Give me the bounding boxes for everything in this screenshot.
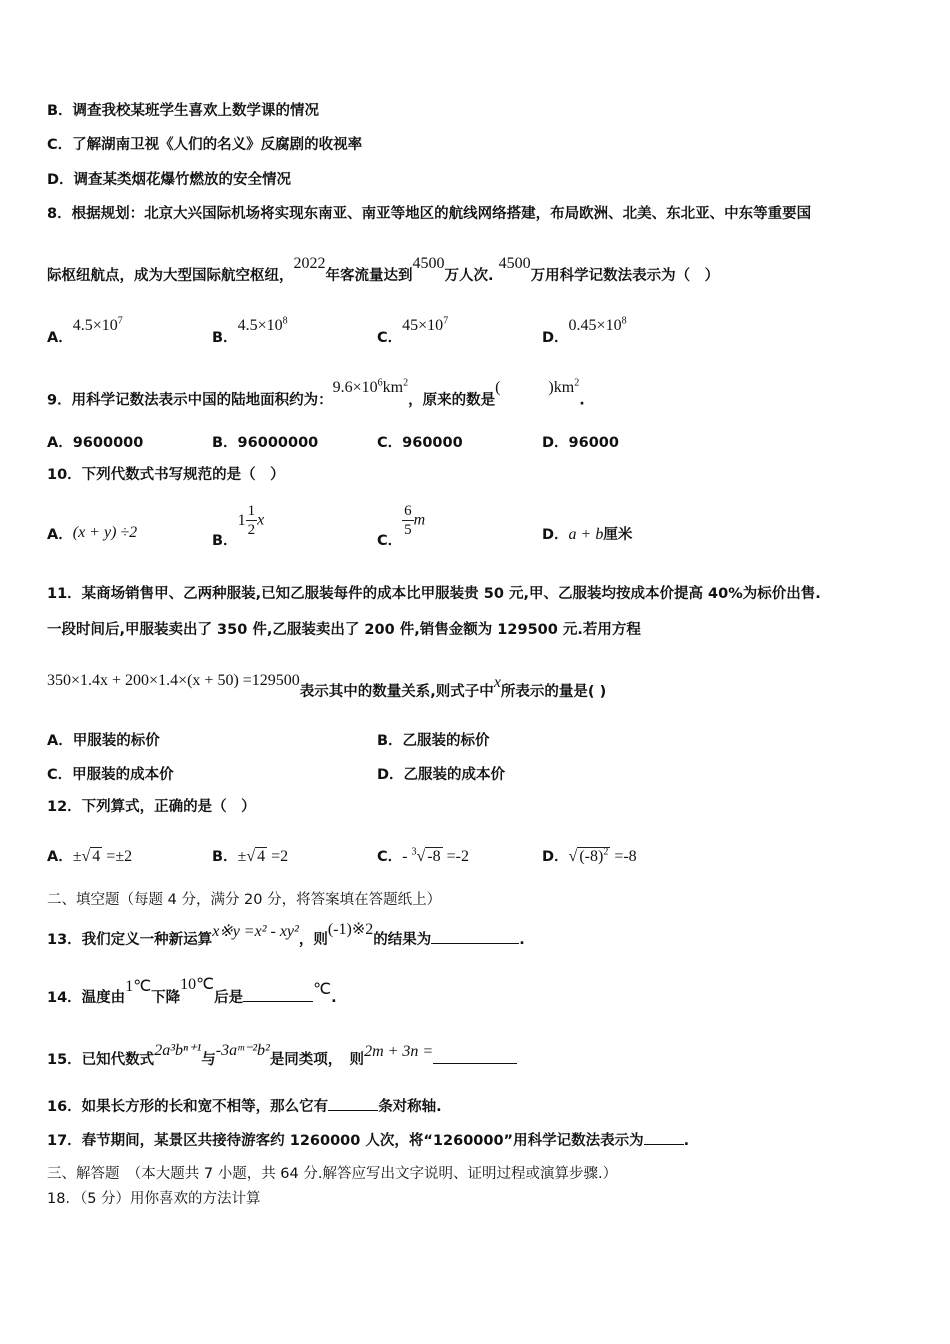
- q10-b-label: B．: [212, 532, 238, 549]
- q9-paren: [495, 379, 579, 396]
- q9-option-b: B．96000000: [212, 435, 319, 451]
- q10-c-num: 6: [404, 503, 412, 519]
- q8-b-exp: 8: [282, 315, 288, 327]
- q14-unit: ℃: [313, 981, 332, 998]
- q10-c-fraction: [402, 502, 414, 539]
- q12-c-index: 3: [411, 846, 417, 858]
- q12-d-post: =-8: [610, 848, 637, 865]
- q8-number-b: 4500: [498, 255, 531, 272]
- q9-paren-text: ( )km: [495, 379, 575, 397]
- q12-c-expr: - $^3$√ -8 =-2: [402, 846, 469, 865]
- q13-expr2: (-1)※2: [327, 921, 374, 938]
- q10-b-var: x: [257, 511, 265, 529]
- q14-temp1: 1℃: [125, 978, 152, 995]
- q9-option-a: A．9600000: [47, 435, 144, 451]
- q14-temp2: 10℃: [180, 976, 215, 993]
- q17-stem: [47, 1130, 689, 1151]
- q15-answer-blank[interactable]: [433, 1049, 517, 1064]
- q9-option-d: D．96000: [542, 435, 619, 451]
- q12-b-radicand: 4: [257, 848, 266, 865]
- q14-end: 后是: [214, 990, 244, 1006]
- q11-option-a: A．甲服装的标价: [47, 733, 160, 749]
- q16-text-b: 条对称轴.: [378, 1099, 442, 1115]
- q8-b-base: 4.5×10: [237, 317, 283, 334]
- q14-dot: .: [331, 990, 337, 1006]
- q8-a-label: A．: [47, 330, 73, 346]
- q12-d-root: [577, 847, 610, 865]
- q14-stem: [47, 976, 337, 1008]
- q8-a-expr: [73, 317, 123, 334]
- q12-d-exp: 2: [603, 846, 609, 858]
- q9-option-c: C．960000: [377, 435, 463, 451]
- q11-stem-line2: 一段时间后,甲服装卖出了 350 件,乙服装卖出了 200 件,销售金额为 129500 元.若用方程: [47, 622, 641, 638]
- q8-year: 2022: [293, 255, 326, 272]
- q12-c-post: =-2: [442, 848, 469, 865]
- q8-b-label: B．: [212, 330, 238, 346]
- q12-a-expr: ±√ 4 =±2: [72, 848, 133, 865]
- q8-c-base: 45×10: [402, 317, 444, 334]
- q12-c-label: C．: [377, 849, 403, 865]
- q9-stem: [47, 378, 585, 410]
- q16-answer-blank[interactable]: [328, 1096, 378, 1111]
- q12-d-radicand: (-8): [579, 848, 604, 865]
- q8-d-label: D．: [542, 330, 569, 346]
- q13-text: 13．我们定义一种新运算: [47, 932, 213, 948]
- q15-expr1: 2a³bⁿ⁺¹: [154, 1042, 202, 1059]
- q8-number-a: 4500: [412, 255, 445, 272]
- q10-b-num: 1: [247, 503, 256, 519]
- q10-a-label: A．: [47, 527, 73, 543]
- q8-text-c: 万人次.: [444, 268, 494, 284]
- q12-d-expr: √ $(-8)^2 =-8$: [568, 846, 637, 865]
- q11-var: x: [493, 674, 501, 691]
- q13-dot: .: [519, 932, 525, 948]
- q11-stem-line1: 11．某商场销售甲、乙两种服装,已知乙服装每件的成本比甲服装贵 50 元,甲、乙服装均按成本价提高 40%为标价出售.: [47, 586, 821, 602]
- q11-stem-line3: [47, 672, 607, 702]
- q8-a-base: 4.5×10: [72, 317, 118, 334]
- q13-stem: [47, 921, 525, 950]
- q17-text-b: .: [683, 1133, 690, 1149]
- q10-a-expr: (x + y) ÷2: [72, 524, 138, 541]
- q12-a-label: A．: [47, 849, 73, 865]
- q8-c-label: C．: [377, 330, 403, 346]
- q15-expr3: 2m + 3n =: [364, 1043, 434, 1060]
- q12-c-pre: -: [402, 848, 412, 865]
- q18-stem: 18．（5 分）用你喜欢的方法计算: [47, 1191, 261, 1207]
- q12-a-radicand: 4: [92, 848, 101, 865]
- q14-mid: 下降: [151, 990, 181, 1006]
- q11-option-d: D．乙服装的成本价: [377, 767, 506, 783]
- q8-d-exp: 8: [621, 315, 627, 327]
- q12-a-post: =±2: [102, 848, 133, 865]
- q16-stem: [47, 1096, 442, 1117]
- q13-answer-blank[interactable]: [431, 929, 519, 944]
- q13-expr: x※y =x² - xy²: [212, 923, 299, 940]
- q12-option-d: [542, 845, 637, 866]
- q12-b-expr: ±√ 4 =2: [237, 848, 289, 865]
- q8-text-d: 万用科学记数法表示为（ ）: [530, 268, 720, 284]
- q10-b-den: 2: [247, 522, 256, 538]
- q10-c-label: C．: [377, 532, 403, 549]
- q10-option-c: [377, 502, 426, 549]
- q8-stem-line2: [47, 255, 720, 286]
- q10-c-var: m: [413, 511, 426, 529]
- q8-text-b: 年客流量达到: [325, 268, 413, 284]
- q15-stem: [47, 1042, 517, 1070]
- q9-end: .: [579, 392, 585, 409]
- q12-option-a: [47, 845, 132, 866]
- q10-d-expr: a + b: [568, 526, 604, 543]
- q9-exp: 6: [377, 378, 383, 389]
- q11-text-b: 所表示的量是( ): [500, 684, 607, 700]
- q9-paren-exp: 2: [574, 378, 580, 389]
- q7-option-b: B．调查我校某班学生喜欢上数学课的情况: [47, 103, 320, 119]
- q15-mid1: 与: [201, 1052, 216, 1068]
- q13-end: 的结果为: [373, 932, 432, 948]
- q8-d-expr: [569, 317, 627, 334]
- q11-equation: 350×1.4x + 200×1.4×(x + 50) =129500: [47, 672, 300, 689]
- q9-unit: km: [382, 379, 404, 397]
- q12-option-c: [377, 845, 469, 866]
- q8-d-base: 0.45×10: [568, 317, 622, 334]
- q14-answer-blank[interactable]: [243, 987, 313, 1002]
- q8-text-a: 际枢纽航点，成为大型国际航空枢纽，: [47, 268, 294, 284]
- q8-c-exp: 7: [443, 315, 449, 327]
- q12-c-radicand: -8: [427, 848, 441, 865]
- q17-text-a: 17．春节期间，某景区共接待游客约 1260000 人次，将“1260000”用科学记数法表示为: [47, 1133, 644, 1149]
- q8-stem-line1: 8．根据规划：北京大兴国际机场将实现东南亚、南亚等地区的航线网络搭建，布局欧洲、北美、东北亚、中东等重要国: [47, 206, 812, 222]
- q10-option-a: [47, 523, 137, 544]
- section2-heading: 二、填空题（每题 4 分，满分 20 分，将答案填在答题纸上）: [47, 892, 442, 908]
- q15-mid2: 是同类项， 则: [269, 1052, 365, 1068]
- q15-text: 15．已知代数式: [47, 1052, 155, 1068]
- q8-a-exp: 7: [117, 315, 123, 327]
- q8-c-expr: [402, 317, 448, 334]
- q17-answer-blank[interactable]: [644, 1130, 684, 1145]
- q11-option-c: C．甲服装的成本价: [47, 767, 174, 783]
- q9-text: 9．用科学记数法表示中国的陆地面积约为：: [47, 392, 333, 409]
- q12-option-b: [212, 845, 288, 866]
- q10-c-den: 5: [404, 522, 412, 538]
- q10-option-b: [212, 502, 265, 549]
- q10-d-unit: 厘米: [603, 527, 633, 543]
- q9-base: 9.6×10: [332, 379, 378, 397]
- q12-a-pre: ±: [72, 848, 82, 865]
- q9-expr: [333, 379, 408, 396]
- q12-b-post: =2: [267, 848, 289, 865]
- q8-b-expr: [238, 317, 288, 334]
- q10-stem: 10．下列代数式书写规范的是（ ）: [47, 467, 285, 483]
- q12-b-pre: ±: [237, 848, 247, 865]
- q12-d-label: D．: [542, 849, 569, 865]
- q14-text: 14．温度由: [47, 990, 126, 1006]
- q10-option-d: [542, 523, 632, 544]
- q7-option-c: C．了解湖南卫视《人们的名义》反腐剧的收视率: [47, 137, 363, 153]
- section3-heading: 三、解答题 （本大题共 7 小题，共 64 分.解答应写出文字说明、证明过程或演算步骤.）: [47, 1166, 618, 1182]
- q11-option-b: B．乙服装的标价: [377, 733, 490, 749]
- q15-expr2: -3aᵐ⁻²b²: [215, 1042, 270, 1059]
- q9-unit-exp: 2: [403, 378, 409, 389]
- q10-b-fraction: [246, 502, 258, 539]
- q9-mid: ，原来的数是: [408, 392, 496, 409]
- q13-mid: ，则: [298, 932, 328, 948]
- q10-d-label: D．: [542, 527, 569, 543]
- q16-text-a: 16．如果长方形的长和宽不相等，那么它有: [47, 1099, 329, 1115]
- q11-text-a: 表示其中的数量关系,则式子中: [299, 684, 494, 700]
- q7-option-d: D．调查某类烟花爆竹燃放的安全情况: [47, 172, 292, 188]
- q12-stem: 12．下列算式，正确的是（ ）: [47, 799, 256, 815]
- q12-b-label: B．: [212, 849, 238, 865]
- q10-b-whole: 1: [237, 511, 246, 529]
